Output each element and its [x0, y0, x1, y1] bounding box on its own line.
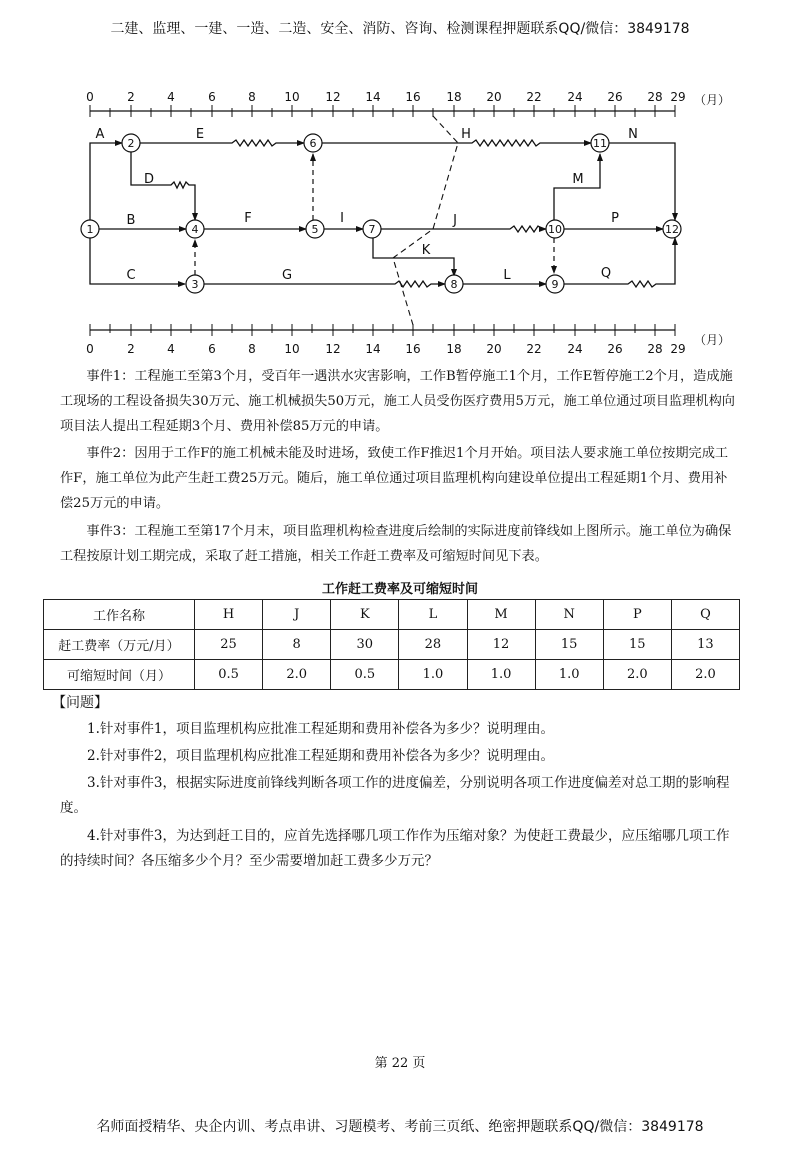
arrow-A: [90, 143, 122, 221]
table-row: [44, 600, 740, 630]
top-time-axis: [90, 105, 675, 117]
work-name-cell: M: [467, 600, 535, 630]
rate-cell: 8: [263, 630, 331, 660]
question-1: 1.针对事件1，项目监理机构应批准工程延期和费用补偿各为多少？说明理由。: [87, 721, 554, 737]
top-tick-label: 28: [647, 90, 663, 104]
bottom-tick-label: 4: [167, 342, 175, 356]
activity-label-K: K: [421, 243, 431, 258]
bottom-tick-label: 0: [86, 342, 94, 356]
top-tick-label: 20: [486, 90, 502, 104]
activity-label-H: H: [461, 127, 471, 142]
shorten-cell: 1.0: [467, 660, 535, 690]
activity-label-P: P: [611, 211, 619, 226]
work-name-cell: K: [331, 600, 399, 630]
bottom-axis-unit: （月）: [693, 333, 731, 347]
node-label: 5: [311, 223, 319, 236]
top-tick-label: 22: [526, 90, 542, 104]
bottom-tick-label: 8: [248, 342, 256, 356]
rate-cell: 13: [671, 630, 739, 660]
table-caption: 工作赶工费率及可缩短时间: [321, 582, 478, 597]
top-tick-label: 18: [446, 90, 462, 104]
bottom-tick-label: 2: [127, 342, 135, 356]
rate-cell: 15: [603, 630, 671, 660]
activity-label-N: N: [628, 127, 638, 142]
node-label: 10: [548, 223, 562, 236]
activity-label-A: A: [95, 127, 105, 142]
bottom-time-axis: [90, 324, 675, 336]
table-row: [44, 630, 740, 660]
node-label: 4: [191, 223, 199, 236]
top-tick-label: 26: [607, 90, 623, 104]
activity-label-L: L: [503, 268, 511, 283]
crash-cost-table: [43, 599, 740, 690]
node-label: 8: [450, 278, 458, 291]
rate-cell: 25: [195, 630, 263, 660]
top-axis-unit: （月）: [693, 93, 731, 107]
page-header: 二建、监理、一建、一造、二造、安全、消防、咨询、检测课程押题联系QQ/微信：3849178: [110, 21, 690, 37]
activity-label-Q: Q: [600, 266, 612, 281]
bottom-tick-label: 10: [284, 342, 300, 356]
event-2-paragraph: 事件2：因用于工作F的施工机械未能及时进场，致使工作F推迟1个月开始。项目法人要求施工单位按期完成工作F，施工单位为此产生赶工费25万元。随后，施工单位通过项目监理机构向建设单位提出工程延期1个月、费用补偿25万元的申请。: [60, 446, 729, 511]
top-tick-label: 12: [325, 90, 341, 104]
activity-label-F: F: [244, 211, 252, 226]
bottom-tick-label: 28: [647, 342, 663, 356]
rate-cell: 15: [535, 630, 603, 660]
bottom-tick-label: 22: [526, 342, 542, 356]
shorten-cell: 0.5: [331, 660, 399, 690]
shorten-cell: 0.5: [195, 660, 263, 690]
top-tick-label: 0: [86, 90, 94, 104]
top-tick-label: 4: [167, 90, 175, 104]
bottom-tick-label: 29: [670, 342, 686, 356]
top-tick-label: 29: [670, 90, 686, 104]
node-label: 3: [191, 278, 199, 291]
question-3: 3.针对事件3，根据实际进度前锋线判断各项工作的进度偏差，分别说明各项工作进度偏差对总工期的影响程度。: [60, 775, 730, 816]
row-label: 赶工费率（万元/月）: [44, 630, 195, 660]
bottom-tick-label: 18: [446, 342, 462, 356]
shorten-cell: 2.0: [263, 660, 331, 690]
work-name-cell: P: [603, 600, 671, 630]
page-footer: 名师面授精华、央企内训、考点串讲、习题模考、考前三页纸、绝密押题联系QQ/微信：3849178: [96, 1119, 704, 1135]
node-label: 2: [127, 137, 135, 150]
arrow-G: [203, 281, 445, 287]
rate-cell: 30: [331, 630, 399, 660]
activity-label-E: E: [195, 127, 205, 142]
table-row: [44, 660, 740, 690]
node-label: 9: [551, 278, 559, 291]
bottom-tick-label: 12: [325, 342, 341, 356]
progress-front-line: [393, 116, 458, 325]
arrow-D: [131, 152, 195, 220]
work-name-cell: L: [399, 600, 467, 630]
top-tick-label: 8: [248, 90, 256, 104]
shorten-cell: 2.0: [671, 660, 739, 690]
work-name-cell: Q: [671, 600, 739, 630]
activity-label-J: J: [453, 213, 457, 228]
arrow-C: [90, 238, 185, 284]
work-name-cell: N: [535, 600, 603, 630]
bottom-tick-label: 16: [405, 342, 421, 356]
top-tick-label: 6: [208, 90, 216, 104]
arrow-M: [554, 154, 600, 220]
questions-heading: 【问题】: [52, 695, 108, 711]
work-name-cell: H: [195, 600, 263, 630]
question-2: 2.针对事件2，项目监理机构应批准工程延期和费用补偿各为多少？说明理由。: [87, 748, 554, 764]
event-3-paragraph: 事件3：工程施工至第17个月末，项目监理机构检查进度后绘制的实际进度前锋线如上图所示。施工单位为确保工程按原计划工期完成，采取了赶工措施，相关工作赶工费率及可缩短时间见下表。: [60, 524, 732, 564]
network-diagram: [0, 80, 800, 365]
arrow-J: [381, 226, 546, 232]
top-tick-label: 24: [567, 90, 583, 104]
arrow-N: [609, 143, 675, 220]
bottom-tick-label: 26: [607, 342, 623, 356]
bottom-tick-label: 14: [365, 342, 381, 356]
rate-cell: 28: [399, 630, 467, 660]
bottom-tick-label: 24: [567, 342, 583, 356]
question-4: 4.针对事件3，为达到赶工目的，应首先选择哪几项工作作为压缩对象？为使赶工费最少，应压缩哪几项工作的持续时间？各压缩多少个月？至少需要增加赶工费多少万元？: [60, 828, 730, 869]
activity-label-C: C: [126, 268, 136, 283]
node-label: 12: [665, 223, 679, 236]
row-label: 可缩短时间（月）: [44, 660, 195, 690]
shorten-cell: 1.0: [535, 660, 603, 690]
node-label: 1: [86, 223, 94, 236]
bottom-tick-label: 20: [486, 342, 502, 356]
top-tick-label: 2: [127, 90, 135, 104]
shorten-cell: 1.0: [399, 660, 467, 690]
rate-cell: 12: [467, 630, 535, 660]
activity-label-G: G: [281, 268, 293, 283]
activity-label-I: I: [340, 211, 344, 226]
bottom-tick-label: 6: [208, 342, 216, 356]
shorten-cell: 2.0: [603, 660, 671, 690]
page-number: 第 22 页: [374, 1056, 426, 1071]
event-1-paragraph: 事件1：工程施工至第3个月，受百年一遇洪水灾害影响，工作B暂停施工1个月，工作E暂停施工2个月，造成施工现场的工程设备损失30万元、施工机械损失50万元，施工人员受伤医疗费用5万元，施工单位通过项目监理机构向项目法人提出工程延期3个月、费用补偿85万元的申请。: [60, 369, 735, 434]
node-label: 7: [368, 223, 376, 236]
arrow-E: [140, 140, 304, 146]
row-label: 工作名称: [44, 600, 195, 630]
top-tick-label: 14: [365, 90, 381, 104]
work-name-cell: J: [263, 600, 331, 630]
arrow-Q: [564, 238, 675, 287]
node-label: 11: [593, 137, 607, 150]
top-tick-label: 16: [405, 90, 421, 104]
top-tick-label: 10: [284, 90, 300, 104]
activity-label-B: B: [126, 213, 136, 228]
activity-label-M: M: [572, 172, 584, 187]
node-label: 6: [309, 137, 317, 150]
activity-label-D: D: [143, 172, 155, 187]
